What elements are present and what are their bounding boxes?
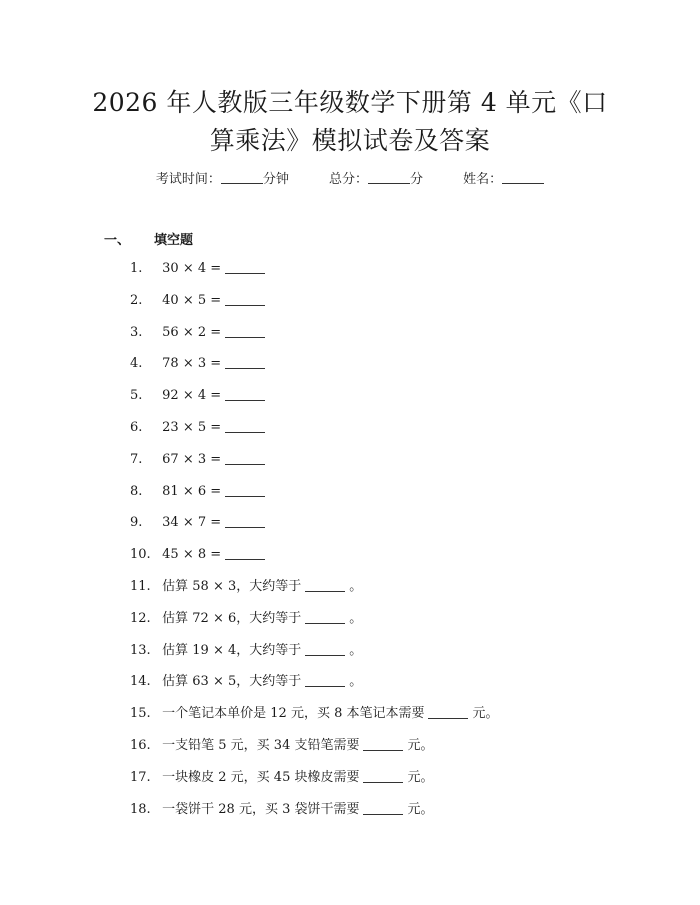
total-score-unit: 分	[410, 172, 424, 187]
question-suffix: 。	[349, 610, 363, 626]
section-title: 填空题	[154, 233, 194, 248]
question-number: 18.	[130, 801, 151, 817]
answer-blank[interactable]	[225, 292, 265, 306]
question-text: 23 × 5 =	[162, 419, 222, 435]
question-item	[130, 386, 499, 418]
question-number: 14.	[130, 674, 151, 690]
question-item	[130, 259, 499, 291]
question-number: 6.	[130, 419, 143, 435]
question-suffix: 。	[349, 642, 363, 658]
answer-blank[interactable]	[305, 578, 345, 592]
question-item	[130, 736, 499, 768]
question-text: 78 × 3 =	[162, 356, 222, 372]
title-line-2: 算乘法》模拟试卷及答案	[209, 126, 491, 155]
answer-blank[interactable]	[363, 801, 403, 815]
title-line-1: 2026 年人教版三年级数学下册第 4 单元《口	[92, 88, 608, 117]
answer-blank[interactable]	[305, 610, 345, 624]
question-text: 40 × 5 =	[162, 292, 222, 308]
question-text: 67 × 3 =	[162, 451, 222, 467]
answer-blank[interactable]	[428, 705, 468, 719]
question-item	[130, 354, 499, 386]
question-item	[130, 672, 499, 704]
question-text: 45 × 8 =	[162, 547, 222, 563]
question-list	[130, 259, 499, 831]
question-text: 估算 58 × 3，大约等于	[162, 578, 302, 594]
question-number: 2.	[130, 292, 143, 308]
question-number: 5.	[130, 388, 143, 404]
question-text: 估算 63 × 5，大约等于	[162, 674, 302, 690]
question-number: 8.	[130, 483, 143, 499]
question-text: 一个笔记本单价是 12 元，买 8 本笔记本需要	[162, 706, 425, 722]
question-text: 估算 72 × 6，大约等于	[162, 610, 302, 626]
answer-blank[interactable]	[305, 673, 345, 687]
question-text: 34 × 7 =	[162, 515, 222, 531]
question-item	[130, 609, 499, 641]
question-item	[130, 641, 499, 673]
question-number: 13.	[130, 642, 151, 658]
student-name	[463, 172, 544, 187]
question-number: 3.	[130, 324, 143, 340]
question-item	[130, 768, 499, 800]
answer-blank[interactable]	[225, 324, 265, 338]
section-number: 一、	[104, 233, 131, 248]
question-number: 11.	[130, 578, 151, 594]
question-suffix: 。	[349, 578, 363, 594]
question-item	[130, 291, 499, 323]
question-text: 92 × 4 =	[162, 388, 222, 404]
exam-time-label: 考试时间：	[155, 172, 221, 187]
answer-blank[interactable]	[305, 642, 345, 656]
question-number: 16.	[130, 737, 151, 753]
answer-blank[interactable]	[363, 737, 403, 751]
question-item	[130, 545, 499, 577]
exam-time-unit: 分钟	[262, 172, 289, 187]
answer-blank[interactable]	[225, 260, 265, 274]
question-item	[130, 482, 499, 514]
question-suffix: 元。	[407, 769, 434, 785]
answer-blank[interactable]	[225, 451, 265, 465]
question-item	[130, 418, 499, 450]
section-heading	[104, 229, 193, 248]
question-text: 30 × 4 =	[162, 261, 222, 276]
question-number: 17.	[130, 769, 151, 785]
answer-blank[interactable]	[225, 387, 265, 401]
question-suffix: 元。	[472, 706, 499, 722]
question-item	[130, 450, 499, 482]
student-name-blank[interactable]	[502, 171, 544, 184]
question-text: 一袋饼干 28 元，买 3 袋饼干需要	[162, 801, 360, 817]
question-text: 56 × 2 =	[162, 324, 222, 340]
exam-info	[0, 168, 700, 187]
question-item	[130, 577, 499, 609]
exam-time-blank[interactable]	[221, 171, 263, 184]
answer-blank[interactable]	[225, 514, 265, 528]
total-score	[329, 172, 427, 187]
answer-blank[interactable]	[225, 483, 265, 497]
question-item	[130, 323, 499, 355]
answer-blank[interactable]	[225, 419, 265, 433]
total-score-label: 总分：	[328, 172, 368, 187]
question-number: 12.	[130, 610, 151, 626]
answer-blank[interactable]	[363, 769, 403, 783]
total-score-blank[interactable]	[368, 171, 410, 184]
question-number: 7.	[130, 451, 143, 467]
question-suffix: 元。	[407, 737, 434, 753]
question-text: 一块橡皮 2 元，买 45 块橡皮需要	[162, 769, 360, 785]
answer-blank[interactable]	[225, 355, 265, 369]
question-number: 4.	[130, 356, 143, 372]
question-text: 一支铅笔 5 元，买 34 支铅笔需要	[162, 737, 360, 753]
question-number: 9.	[130, 515, 143, 531]
question-item	[130, 513, 499, 545]
question-text: 估算 19 × 4，大约等于	[162, 642, 302, 658]
question-item	[130, 800, 499, 832]
question-item	[130, 704, 499, 736]
question-number: 1.	[130, 261, 143, 276]
answer-blank[interactable]	[225, 546, 265, 560]
student-name-label: 姓名：	[463, 172, 503, 187]
question-text: 81 × 6 =	[162, 483, 222, 499]
question-number: 15.	[130, 706, 151, 722]
question-suffix: 元。	[407, 801, 434, 817]
question-suffix: 。	[349, 674, 363, 690]
exam-time	[156, 172, 293, 187]
page-title	[70, 84, 630, 160]
question-number: 10.	[130, 547, 151, 563]
